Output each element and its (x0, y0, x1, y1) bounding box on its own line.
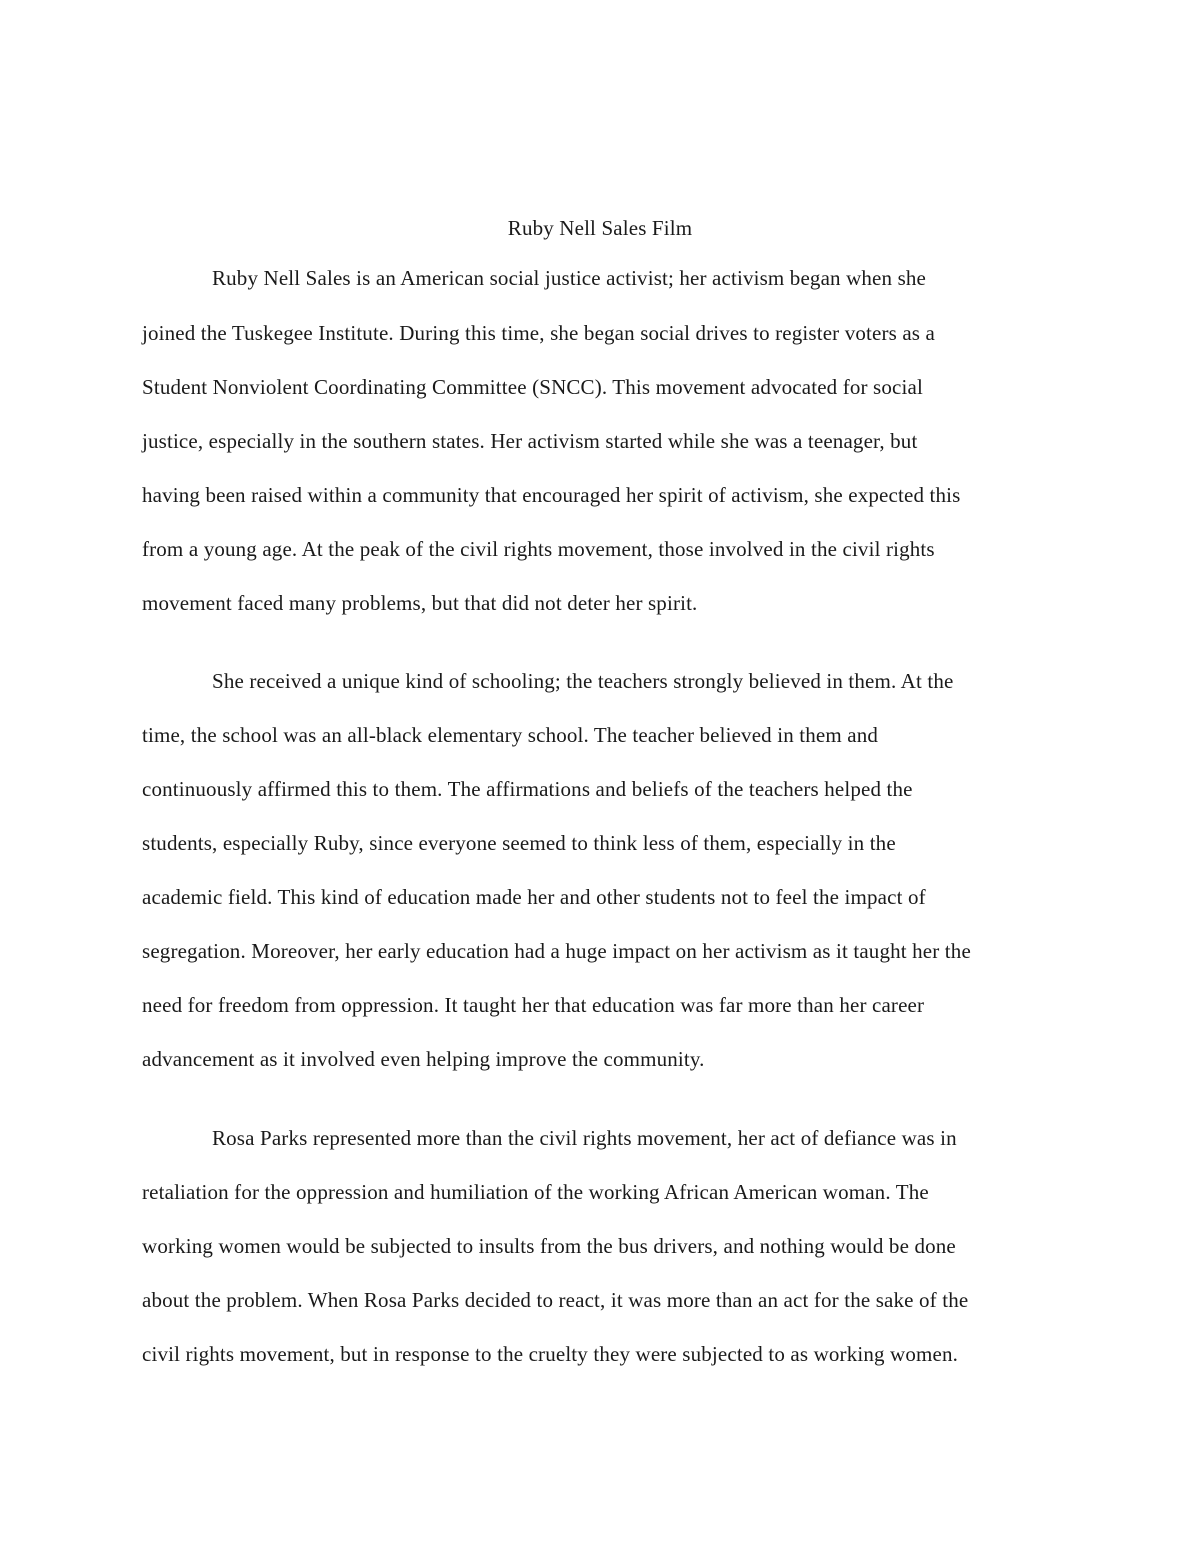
paragraph-1-line-6: from a young age. At the peak of the civil rights movement, those involved in the civil rights (142, 537, 935, 561)
paragraph-2-line-4: students, especially Ruby, since everyone seemed to think less of them, especially in the (142, 831, 896, 855)
paragraph-3-line-5: civil rights movement, but in response to the cruelty they were subjected to as working women. (142, 1342, 958, 1366)
paragraph-2-line-6: segregation. Moreover, her early education had a huge impact on her activism as it taught her the (142, 939, 971, 963)
document-title: Ruby Nell Sales Film (507, 216, 693, 240)
paragraph-3-line-4: about the problem. When Rosa Parks decided to react, it was more than an act for the sake of the (142, 1288, 969, 1312)
paragraph-1-line-2: joined the Tuskegee Institute. During this time, she began social drives to register voters as a (142, 321, 935, 345)
paragraph-2-line-8: advancement as it involved even helping improve the community. (142, 1047, 705, 1071)
paragraph-2-line-1: She received a unique kind of schooling; the teachers strongly believed in them. At the (212, 669, 954, 693)
paragraph-3-line-2: retaliation for the oppression and humiliation of the working African American woman. The (142, 1180, 929, 1204)
paragraph-1-line-3: Student Nonviolent Coordinating Committee (SNCC). This movement advocated for social (142, 375, 923, 399)
paragraph-1-line-5: having been raised within a community that encouraged her spirit of activism, she expected this (142, 483, 961, 507)
paragraph-3-line-3: working women would be subjected to insults from the bus drivers, and nothing would be done (142, 1234, 956, 1258)
paragraph-2-line-7: need for freedom from oppression. It taught her that education was far more than her career (142, 993, 925, 1017)
paragraph-3-line-1: Rosa Parks represented more than the civil rights movement, her act of defiance was in (212, 1126, 957, 1150)
paragraph-1-line-1: Ruby Nell Sales is an American social justice activist; her activism began when she (212, 266, 927, 290)
paragraph-1-line-7: movement faced many problems, but that did not deter her spirit. (142, 591, 698, 615)
paragraph-2-line-5: academic field. This kind of education made her and other students not to feel the impact of (142, 885, 926, 909)
paragraph-2-line-2: time, the school was an all-black elementary school. The teacher believed in them and (142, 723, 879, 747)
paragraph-1-line-4: justice, especially in the southern states. Her activism started while she was a teenager, but (142, 429, 918, 453)
paragraph-2-line-3: continuously affirmed this to them. The affirmations and beliefs of the teachers helped the (142, 777, 913, 801)
